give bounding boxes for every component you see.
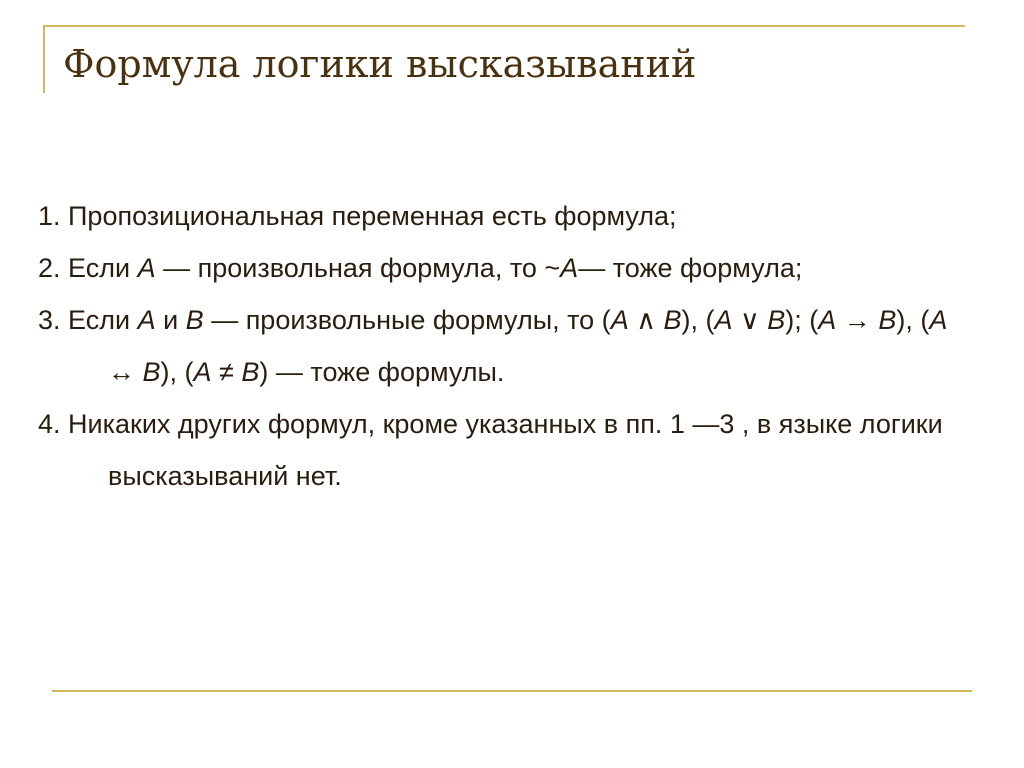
- text-segment: А: [714, 305, 733, 335]
- text-segment: — тоже формула;: [578, 253, 803, 283]
- text-segment: А: [137, 253, 156, 283]
- text-segment: ↔: [108, 357, 143, 387]
- text-segment: ); (: [785, 305, 819, 335]
- slide-title: Формула логики высказываний: [63, 42, 697, 86]
- definition-item-1: [38, 190, 973, 242]
- text-segment: В: [241, 357, 260, 387]
- definition-item-2: [38, 242, 973, 294]
- text-segment: ∧: [628, 305, 664, 335]
- text-segment: ), (: [160, 357, 194, 387]
- text-segment: В: [142, 357, 161, 387]
- text-segment: ∨: [732, 305, 768, 335]
- text-segment: А: [560, 253, 579, 283]
- text-segment: и: [155, 305, 186, 335]
- text-segment: ≠: [211, 357, 242, 387]
- text-segment: — произвольные формулы, то (: [203, 305, 611, 335]
- slide-body: [38, 190, 973, 502]
- text-segment: ) — тоже формулы.: [259, 357, 505, 387]
- text-segment: — произвольная формула, то ~: [155, 253, 561, 283]
- text-segment: В: [663, 305, 682, 335]
- bottom-decorative-rule: [52, 690, 972, 692]
- text-segment: А: [137, 305, 156, 335]
- text-segment: 3. Если: [38, 305, 138, 335]
- text-segment: 2. Если: [38, 253, 138, 283]
- text-segment: В: [185, 305, 204, 335]
- text-segment: ), (: [896, 305, 930, 335]
- text-segment: ), (: [681, 305, 715, 335]
- definition-item-4: [38, 398, 973, 502]
- text-segment: В: [878, 305, 897, 335]
- text-segment: →: [836, 305, 879, 335]
- top-decorative-rule: [43, 25, 965, 27]
- text-segment: 1. Пропозициональная переменная есть формула;: [38, 201, 677, 231]
- definition-item-3: [38, 294, 973, 398]
- text-segment: А: [818, 305, 837, 335]
- text-segment: А: [610, 305, 629, 335]
- text-segment: А: [929, 305, 948, 335]
- text-segment: 4. Никаких других формул, кроме указанных в пп. 1 —3 , в языке логики высказываний нет.: [38, 409, 943, 491]
- left-decorative-rule: [43, 25, 45, 93]
- text-segment: А: [193, 357, 212, 387]
- text-segment: В: [767, 305, 786, 335]
